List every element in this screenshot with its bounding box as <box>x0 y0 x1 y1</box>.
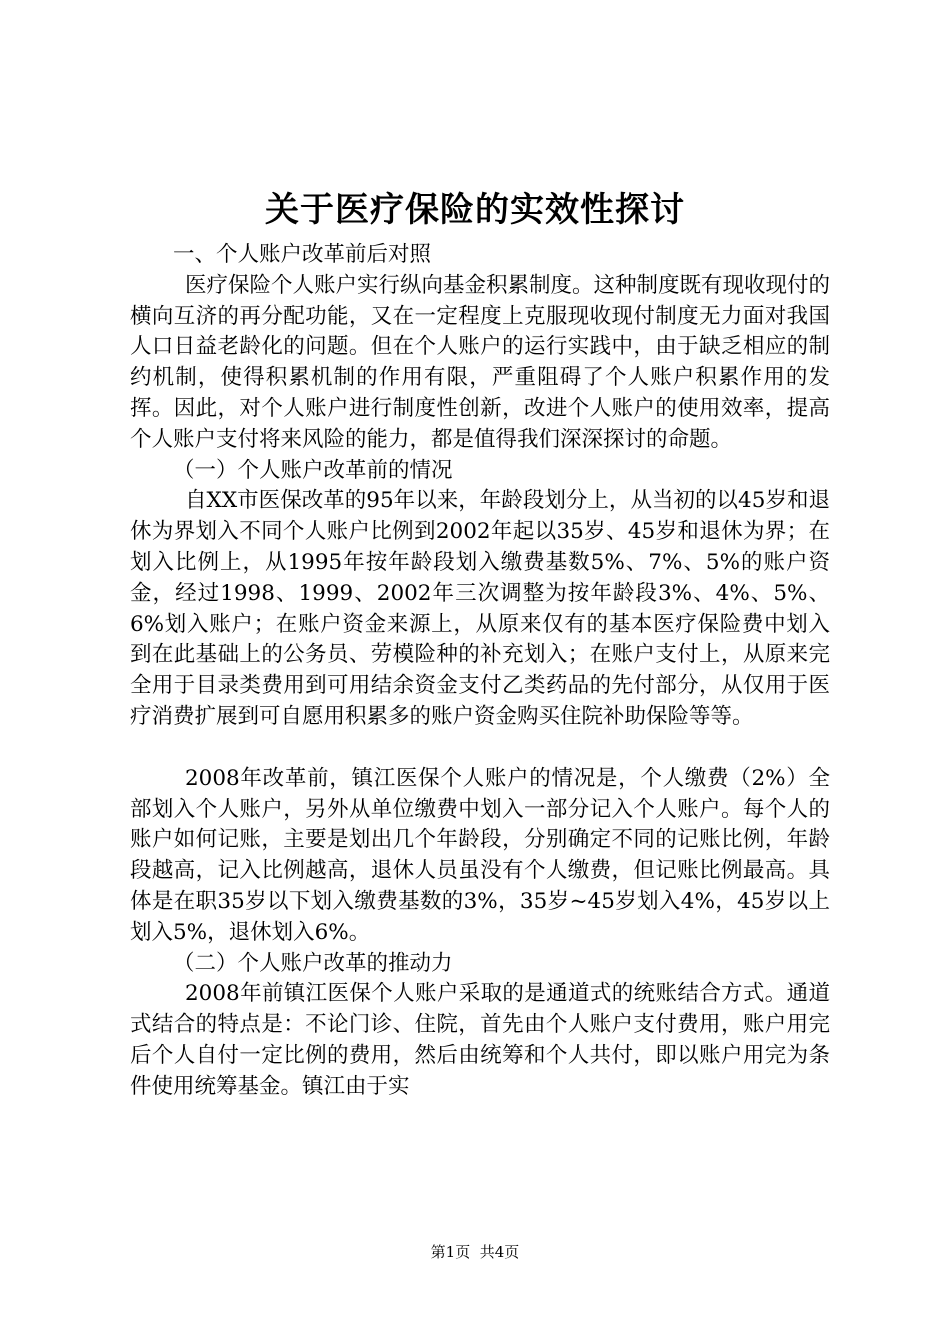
page-total: 共4页 <box>479 1243 520 1261</box>
paragraph-1: 医疗保险个人账户实行纵向基金积累制度。这种制度既有现收现付的横向互济的再分配功能，又在一定程度上克服现收现付制度无力面对我国人口日益老龄化的问题。但在个人账户的运行实践中，由于缺乏相应的制约机制，使得积累机制的作用有限，严重阻碍了个人账户积累作用的发挥。因此，对个人账户进行制度性创新，改进个人账户的使用效率，提高个人账户支付将来风险的能力，都是值得我们深深探讨的命题。 <box>130 272 831 452</box>
paragraph-2: 自XX市医保改革的95年以来，年龄段划分上，从当初的以45岁和退休为界划入不同个人账户比例到2002年起以35岁、45岁和退休为界；在划入比例上，从1995年按年龄段划入缴费基数5%、7%、5%的账户资金，经过1998、1999、2002年三次调整为按年龄段3%、4%、5%、6%划入账户；在账户资金来源上，从原来仅有的基本医疗保险费中划入到在此基础上的公务员、劳模险种的补充划入；在账户支付上，从原来完全用于目录类费用到可用结余资金支付乙类药品的先付部分，从仅用于医疗消费扩展到可自愿用积累多的账户资金购买住院补助保险等等。 <box>130 488 830 729</box>
section-heading-1: 一、个人账户改革前后对照 <box>173 242 432 267</box>
paragraph-3: 2008年改革前，镇江医保个人账户的情况是，个人缴费（2%）全部划入个人账户，另外从单位缴费中划入一部分记入个人账户。每个人的账户如何记账，主要是划出几个年龄段，分别确定不同的记账比例，年龄段越高，记入比例越高，退休人员虽没有个人缴费，但记账比例最高。具体是在职35岁以下划入缴费基数的3%，35岁~45岁划入4%，45岁以上划入5%，退休划入6%。 <box>130 765 830 945</box>
page-footer <box>0 1242 950 1262</box>
subsection-heading-2: （二）个人账户改革的推动力 <box>173 950 453 976</box>
paragraph-4: 2008年前镇江医保个人账户采取的是通道式的统账结合方式。通道式结合的特点是：不论门诊、住院，首先由个人账户支付费用，账户用完后个人自付一定比例的费用，然后由统筹和个人共付，即以账户用完为条件使用统筹基金。镇江由于实 <box>130 981 830 1099</box>
subsection-heading-1: （一）个人账户改革前的情况 <box>173 457 453 483</box>
document-title: 关于医疗保险的实效性探讨 <box>265 190 685 230</box>
page-number: 第1页 <box>430 1243 471 1261</box>
document-body <box>130 240 830 1103</box>
